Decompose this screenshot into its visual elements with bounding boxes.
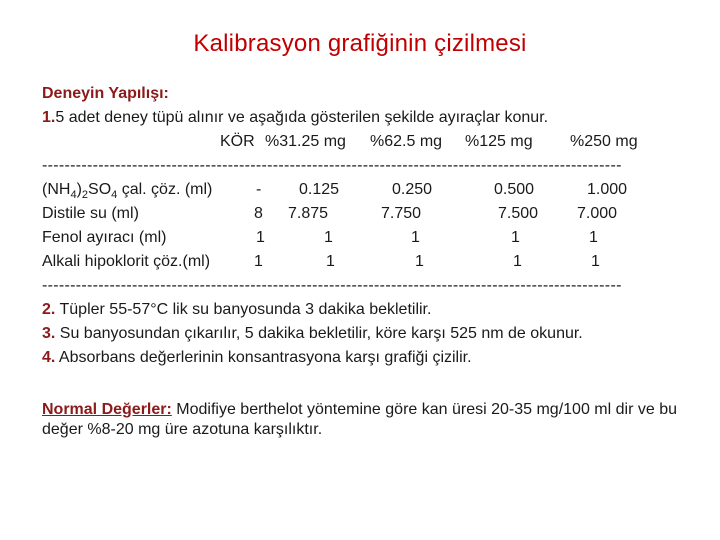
table-cell: 1 [591,253,600,270]
table-cell: 1 [411,229,420,246]
table-cell: - [256,181,262,198]
normal-values-section [42,400,692,440]
table-cell: 8 [254,205,263,222]
table-cell: 7.750 [381,205,422,222]
column-header-31: %31.25 mg [265,133,346,150]
step-2-text: Tüpler 55-57°C lik su banyosunda 3 dakika bekletilir. [55,301,432,318]
table-cell: 0.250 [392,181,433,198]
table-cell: 1.000 [587,181,628,198]
row-label-ammonium-sulfate: $(NH_4)_2SO_4$ çal. çöz. (ml) [42,181,213,202]
table-cell: 0.125 [299,181,340,198]
table-separator-top: ------------------------------------------------------------------------------------------------------- [42,157,622,174]
row-label: Alkali hipoklorit çöz.(ml) [42,253,211,270]
column-header-62: %62.5 mg [370,133,443,150]
column-header-250: %250 mg [570,133,638,150]
table-cell: 0.500 [494,181,535,198]
table-cell: 7.875 [288,205,329,222]
step-4-number: 4. [42,349,56,366]
table-cell: 1 [324,229,333,246]
table-cell: 1 [326,253,335,270]
step-2-number: 2. [42,301,56,318]
table-row [42,202,682,226]
row-label: Fenol ayıracı (ml) [42,229,167,246]
table-cell: 7.500 [498,205,539,222]
normal-values-label: Normal Değerler: [42,401,172,418]
step-4-text: Absorbans değerlerinin konsantrasyona karşı grafiği çizilir. [55,349,472,366]
normal-values-text: Modifiye berthelot yöntemine göre kan üresi 20-35 mg/100 ml dir ve bu değer %8-20 mg üre azotuna karşılıktır. [42,401,677,438]
row-label: Distile su (ml) [42,205,139,222]
page-title: Kalibrasyon grafiğinin çizilmesi [193,30,527,57]
step-1 [42,106,682,130]
step-2 [42,298,682,322]
table-separator-bottom: ------------------------------------------------------------------------------------------------------- [42,277,622,294]
step-1-number: 1. [42,109,56,126]
table-cell: 1 [254,253,263,270]
step-1-text: 5 adet deney tüpü alınır ve aşağıda gösterilen şekilde ayıraçlar konur. [55,109,549,126]
table-cell: 7.000 [577,205,618,222]
procedure-heading: Deneyin Yapılışı: [42,85,169,102]
table-cell: 1 [513,253,522,270]
step-3 [42,322,682,346]
column-header-125: %125 mg [465,133,533,150]
table-cell: 1 [256,229,265,246]
step-3-number: 3. [42,325,56,342]
column-header-kor: KÖR [220,133,255,150]
step-3-text: Su banyosundan çıkarılır, 5 dakika bekletilir, köre karşı 525 nm de okunur. [55,325,583,342]
table-cell: 1 [589,229,598,246]
step-4 [42,346,682,370]
table-cell: 1 [511,229,520,246]
table-header-row [42,130,682,154]
procedure-section [42,82,682,440]
table-row [42,178,682,202]
table-cell: 1 [415,253,424,270]
table-row [42,226,682,250]
table-row [42,250,682,274]
